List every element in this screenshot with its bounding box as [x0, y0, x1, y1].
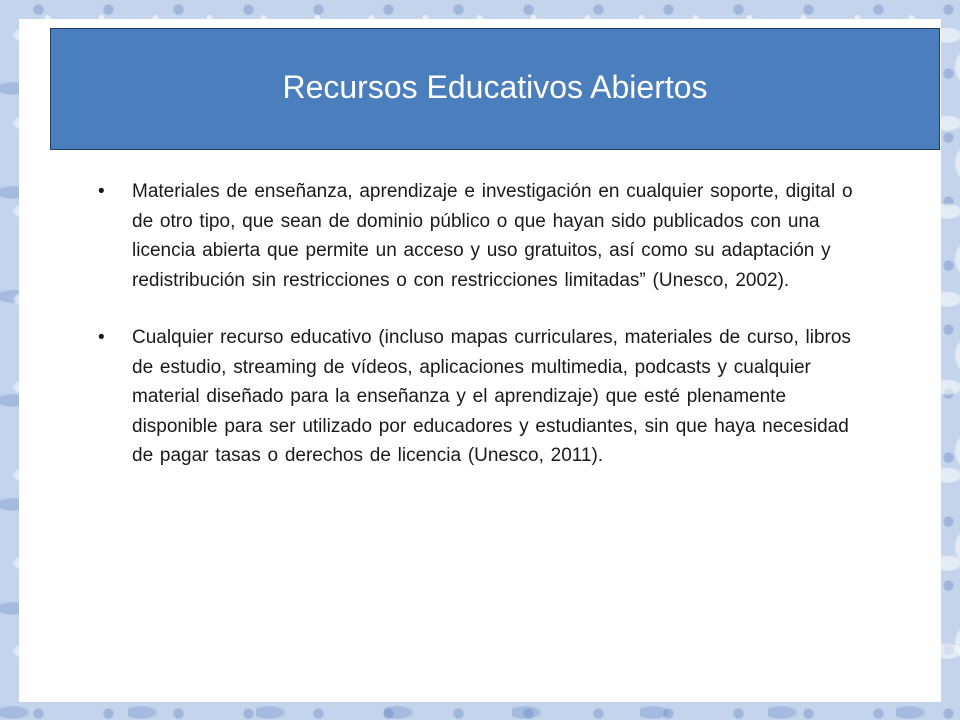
bullet-text: Cualquier recurso educativo (incluso mapas curriculares, materiales de curso, libros de estudio, streaming de vídeos, aplicaciones multimedia, podcasts y cualquier material diseñado para la enseñanza y el aprendizaje) que esté plenamente disponible para ser utilizado por educadores y estudiantes, sin que haya necesidad de pagar tasas o derechos de licencia (Unesco, 2011).: [132, 327, 851, 466]
bullet-item-unesco-2011: [98, 323, 858, 471]
title-banner: [50, 28, 940, 150]
slide-title: Recursos Educativos Abiertos: [282, 68, 708, 105]
bullet-dot-icon: •: [98, 327, 105, 348]
bullet-list: [98, 177, 858, 471]
bullet-dot-icon: •: [98, 181, 105, 202]
bullet-text: Materiales de enseñanza, aprendizaje e investigación en cualquier soporte, digital o de otro tipo, que sean de dominio público o que hayan sido publicados con una licencia abierta que permite un acceso y uso gratuitos, así como su adaptación y redistribución sin restricciones o con restricciones limitadas” (Unesco, 2002).: [132, 181, 853, 291]
bullet-item-unesco-2002: [98, 177, 858, 295]
